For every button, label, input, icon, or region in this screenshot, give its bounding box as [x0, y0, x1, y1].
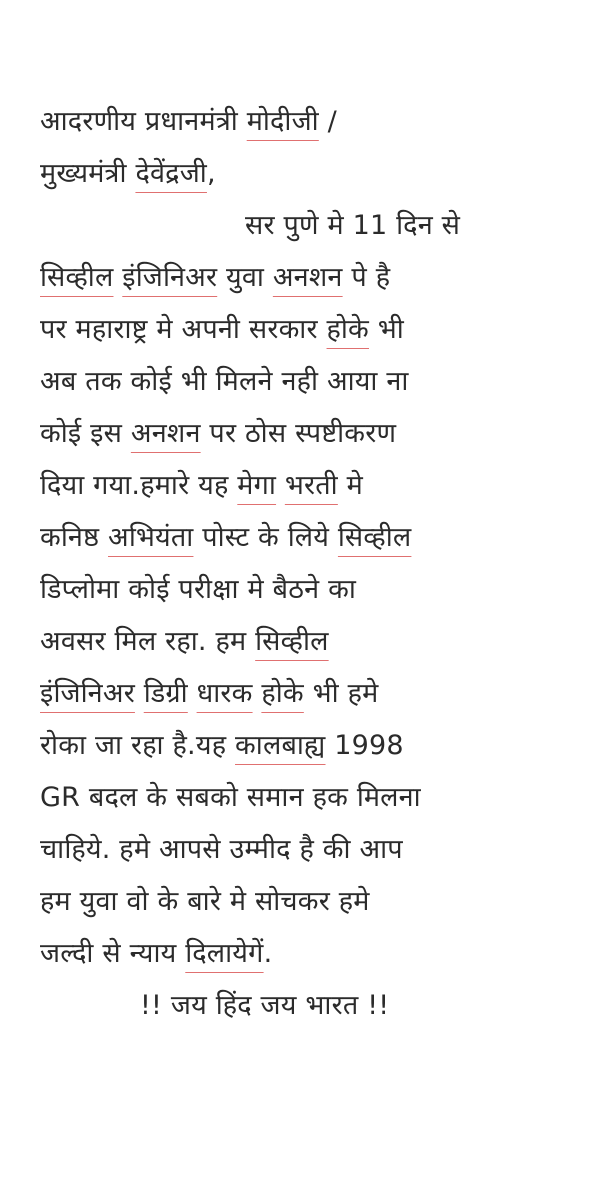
spellcheck-flagged-word: अनशन [130, 418, 201, 449]
text-segment: सर पुणे मे 11 दिन से [245, 210, 461, 241]
salutation-line-2 [40, 148, 580, 200]
text-segment: मुख्यमंत्री [40, 158, 136, 189]
spellcheck-flagged-word: अभियंता [108, 522, 194, 553]
body-line [40, 564, 580, 616]
spellcheck-flagged-word: देवेंद्रजी [135, 158, 207, 189]
text-segment: GR बदल के सबको समान हक मिलना [40, 782, 421, 813]
spellcheck-flagged-word: डिग्री [143, 678, 188, 709]
body-line [40, 876, 580, 928]
spellcheck-flagged-word: कालबाह्य [235, 730, 326, 761]
body-line [40, 460, 580, 512]
spellcheck-flagged-word: भरती [284, 470, 338, 501]
text-segment: पर ठोस स्पष्टीकरण [200, 418, 397, 449]
text-segment: पे है [342, 262, 391, 293]
body-first-line [40, 200, 580, 252]
text-segment: आदरणीय प्रधानमंत्री [40, 106, 247, 137]
body-line [40, 928, 580, 980]
text-segment [113, 262, 122, 293]
spellcheck-flagged-word: सिव्हील [40, 262, 114, 293]
text-segment: चाहिये. हमे आपसे उम्मीद है की आप [40, 834, 403, 865]
text-segment: डिप्लोमा कोई परीक्षा मे बैठने का [40, 574, 357, 605]
spellcheck-flagged-word: अनशन [272, 262, 343, 293]
text-segment: भी [369, 314, 404, 345]
body-line [40, 304, 580, 356]
text-segment [188, 678, 197, 709]
text-segment: हम युवा वो के बारे मे सोचकर हमे [40, 886, 370, 917]
text-segment: , [206, 158, 216, 189]
text-segment: . [263, 938, 273, 969]
body-line [40, 720, 580, 772]
text-segment: अवसर मिल रहा. हम [40, 626, 256, 657]
body-line [40, 408, 580, 460]
text-segment: कनिष्ठ [40, 522, 108, 553]
spellcheck-flagged-word: होके [326, 314, 369, 345]
spellcheck-flagged-word: इंजिनिअर [122, 262, 218, 293]
body-line [40, 772, 580, 824]
body-line [40, 512, 580, 564]
text-segment: कोई इस [40, 418, 131, 449]
spellcheck-flagged-word: धारक [196, 678, 253, 709]
spellcheck-flagged-word: मेगा [237, 470, 277, 501]
spellcheck-flagged-word: सिव्हील [337, 522, 412, 553]
text-segment [276, 470, 285, 501]
salutation-line-1 [40, 96, 580, 148]
text-segment: जल्दी से न्याय [40, 938, 186, 969]
body-line [40, 668, 580, 720]
body-line [40, 616, 580, 668]
text-segment: 1998 [325, 730, 404, 761]
spellcheck-flagged-word: मोदीजी [246, 106, 319, 137]
text-segment: रोका जा रहा है.यह [40, 730, 236, 761]
body-line [40, 252, 580, 304]
body-lines [40, 252, 580, 980]
closing-line: !! जय हिंद जय भारत !! [140, 990, 390, 1021]
text-segment: / [318, 106, 337, 137]
text-segment: युवा [217, 262, 273, 293]
text-segment [135, 678, 144, 709]
text-segment: अब तक कोई भी मिलने नही आया ना [40, 366, 409, 397]
spellcheck-flagged-word: सिव्हील [255, 626, 329, 657]
note-text [40, 96, 580, 1032]
text-segment: मे [337, 470, 363, 501]
body-line [40, 356, 580, 408]
text-segment: दिया गया.हमारे यह [40, 470, 238, 501]
text-segment: पोस्ट के लिये [193, 522, 338, 553]
spellcheck-flagged-word: होके [261, 678, 304, 709]
text-segment: भी हमे [303, 678, 379, 709]
text-segment: पर महाराष्ट्र मे अपनी सरकार [40, 314, 327, 345]
body-line [40, 824, 580, 876]
spellcheck-flagged-word: इंजिनिअर [40, 678, 135, 709]
spellcheck-flagged-word: दिलायेगें [185, 938, 264, 969]
